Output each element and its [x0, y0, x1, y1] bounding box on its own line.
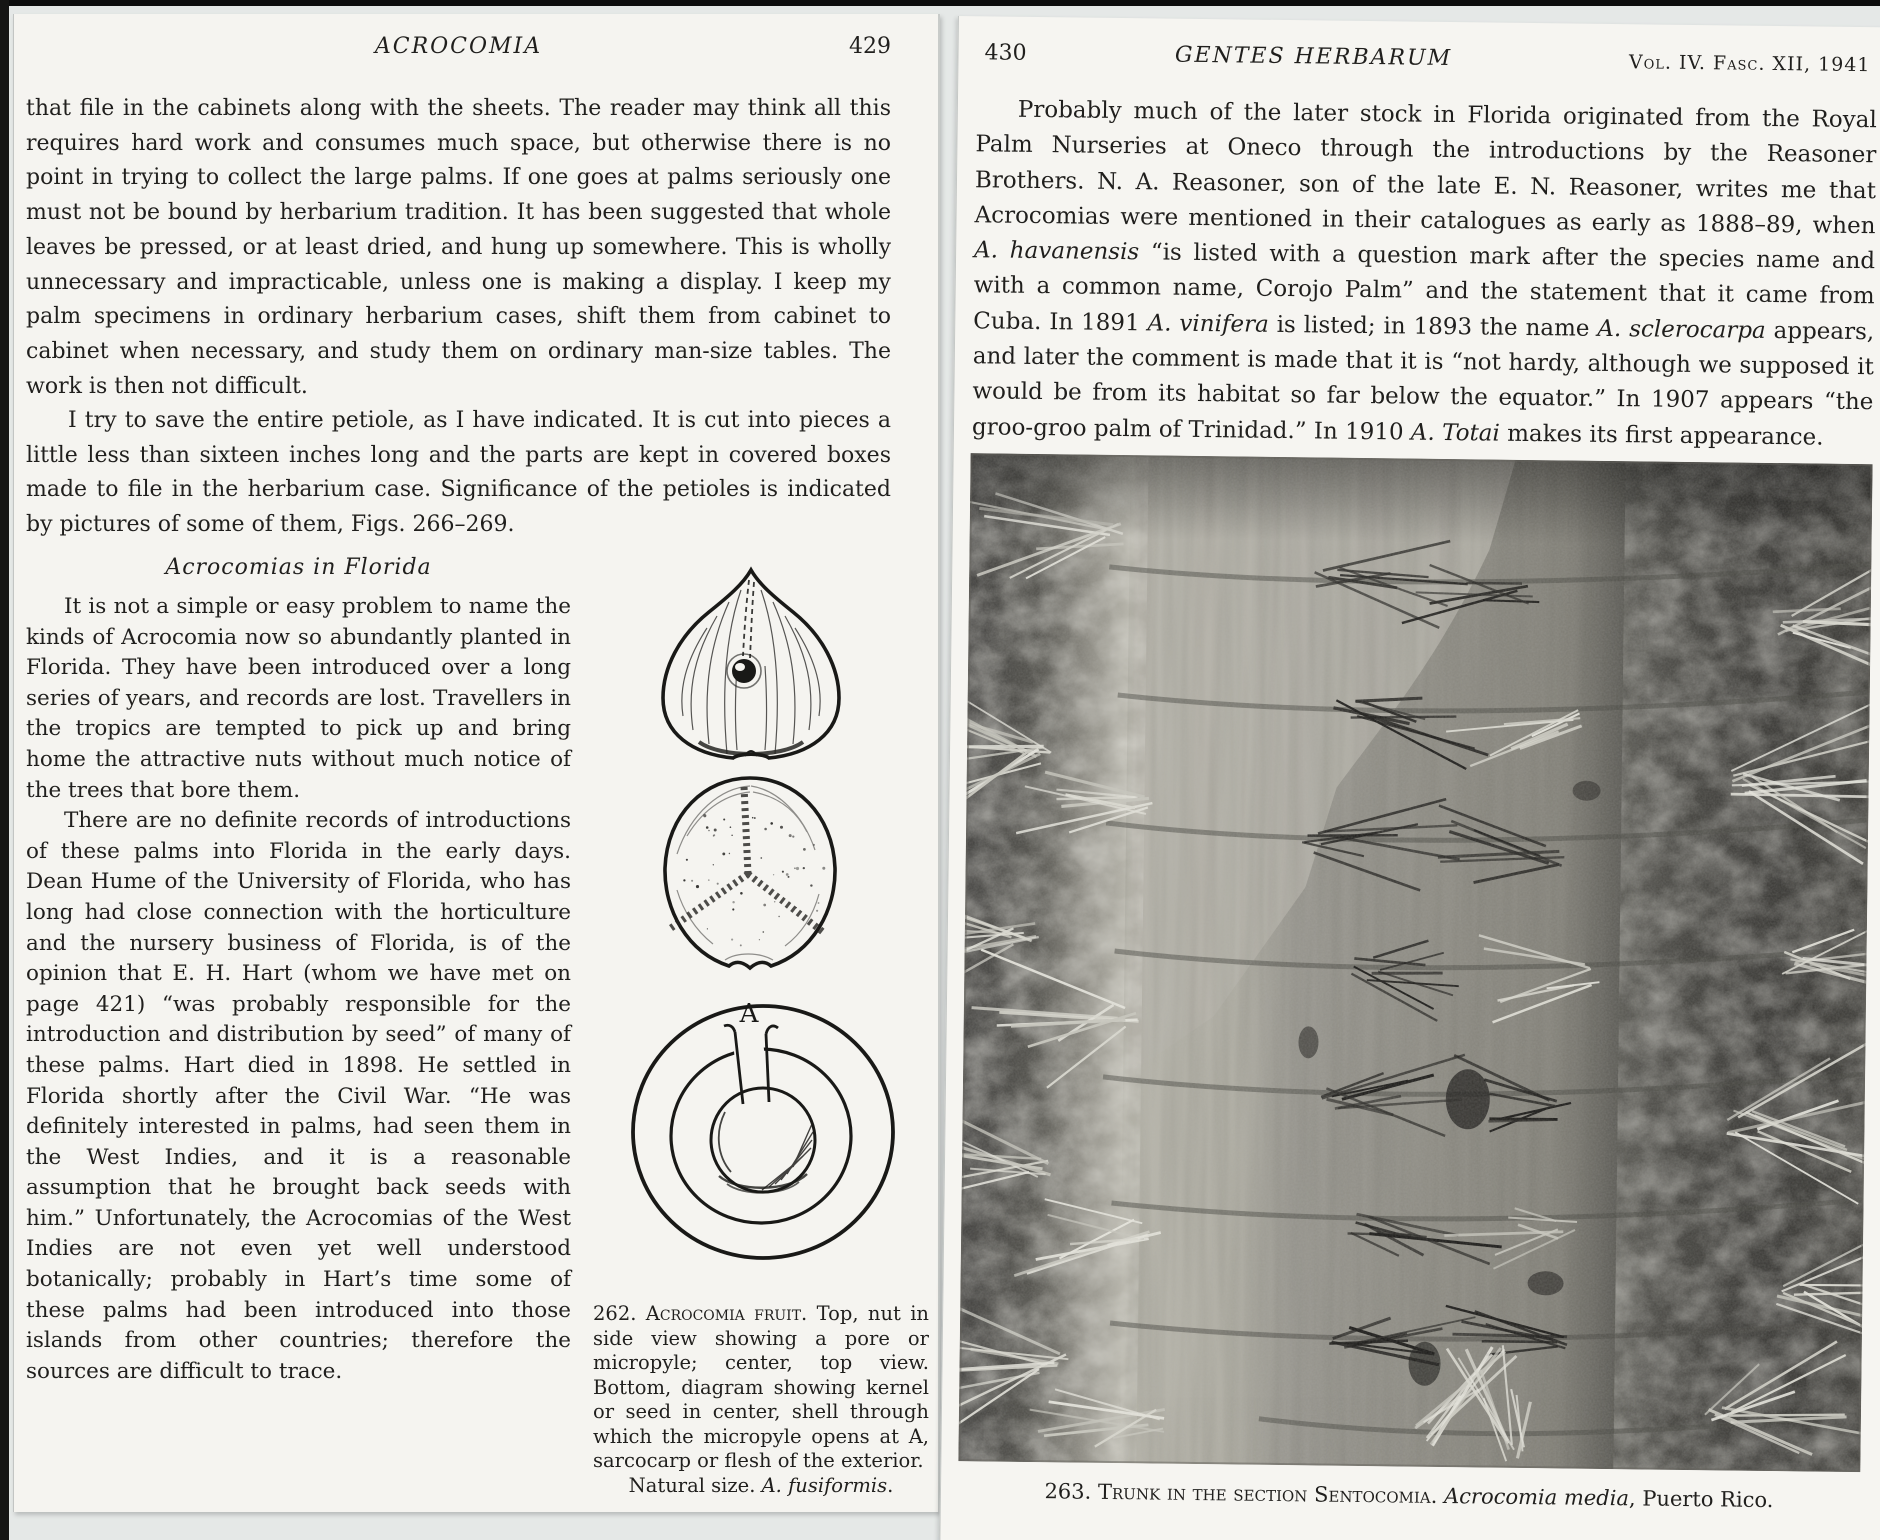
page-left	[13, 14, 940, 1512]
paragraph-2: I try to save the entire petiole, as I have indicated. It is cut into pieces a little less than sixteen inches long and the parts are kept in covered boxes made to file in the herbarium case. Significance of the petioles is indicated by pictures of some of them, Figs. 266–269.	[26, 408, 891, 538]
volume-line: Vol. IV. Fasc. XII, 1941	[1628, 51, 1871, 77]
photo-caption: 263. Trunk in the section Sentocomia. Acrocomia media, Puerto Rico.	[1044, 1479, 1774, 1513]
figure-nut-side-view	[641, 566, 861, 766]
page-right	[939, 16, 1880, 1540]
scan-edge-left	[0, 0, 9, 1540]
running-head-title: ACROCOMIA	[374, 34, 543, 59]
figure-seed-diagram	[617, 990, 909, 1280]
figure-caption-line2: Natural size. A. fusiformis.	[628, 1474, 894, 1497]
figure-caption: 262. Acrocomia fruit. Top, nut in side view showing a pore or micropyle; center, top view. Bottom, diagram showing kernel or seed in center, shell through which the micropyle opens at A, sarcocarp or flesh of the exterior.	[593, 1302, 929, 1472]
diagram-label-a: A	[739, 999, 759, 1029]
trunk-photo	[958, 453, 1872, 1472]
section-heading: Acrocomias in Florida	[165, 555, 432, 580]
scan-edge-top	[0, 0, 1880, 6]
running-head-left	[26, 34, 891, 64]
paragraph-3: It is not a simple or easy problem to name the kinds of Acrocomia now so abundantly planted in Florida. They have been introduced over a long series of years, and records are lost. Travellers in the tropics are tempted to pick up and bring home the attractive nuts without much notice of the trees that bore them.	[26, 594, 571, 803]
page-number-right: 430	[984, 40, 1027, 66]
left-text-column	[26, 592, 571, 1387]
figure-nut-top-view	[647, 770, 853, 988]
paragraph-right: Probably much of the later stock in Florida originated from the Royal Palm Nurseries at Oneco through the introductions by the Reasoner Brothers. N. A. Reasoner, son of the late E. N. Reasoner, writes me that Acrocomias were mentioned in their catalogues as early as 1888–89, when A. havanensis “is listed with a question mark after the species name and with a common name, Corojo Palm” and the statement that it came from Cuba. In 1891 A. vinifera is listed; in 1893 the name A. sclerocarpa appears, and later the comment is made that it is “not hardy, although we supposed it would be from its habitat so far below the equator.” In 1907 appears “the groo-groo palm of Trinidad.” In 1910 A. Totai makes its first appearance.	[971, 96, 1877, 451]
paragraph-1: that file in the cabinets along with the sheets. The reader may think all this requires hard work and consumes much space, but otherwise there is no point in trying to collect the large palms. If one goes at palms seriously one must not be bound by herbarium tradition. It has been suggested that whole leaves be pressed, or at least dried, and hung up somewhere. This is wholly unnecessary and impracticable, unless one is making a display. I keep my palm specimens in ordinary herbarium cases, shift them from cabinet to cabinet when necessary, and study them on ordinary man-size tables. The work is then not difficult.	[26, 96, 891, 399]
page-number-left: 429	[849, 34, 891, 59]
paragraph-4: There are no definite records of introductions of these palms into Florida in the early days. Dean Hume of the University of Florida, who has long had close connection with the horticulture and the nursery business of Florida, is of the opinion that E. H. Hart (whom we have met on page 421) “was probably responsible for the introduction and distribution by seed” of many of these palms. Hart died in 1898. He settled in Florida shortly after the Civil War. “He was definitely interested in palms, had seen them in the West Indies, and it is a reasonable assumption that he brought back seeds with him.” Unfortunately, the Acrocomias of the West Indies are not even yet well understood botanically; probably in Hart’s time some of these palms had been introduced into those islands from other countries; therefore the sources are difficult to trace.	[26, 808, 571, 1384]
running-head-right: GENTES HERBARUM	[1174, 42, 1453, 72]
